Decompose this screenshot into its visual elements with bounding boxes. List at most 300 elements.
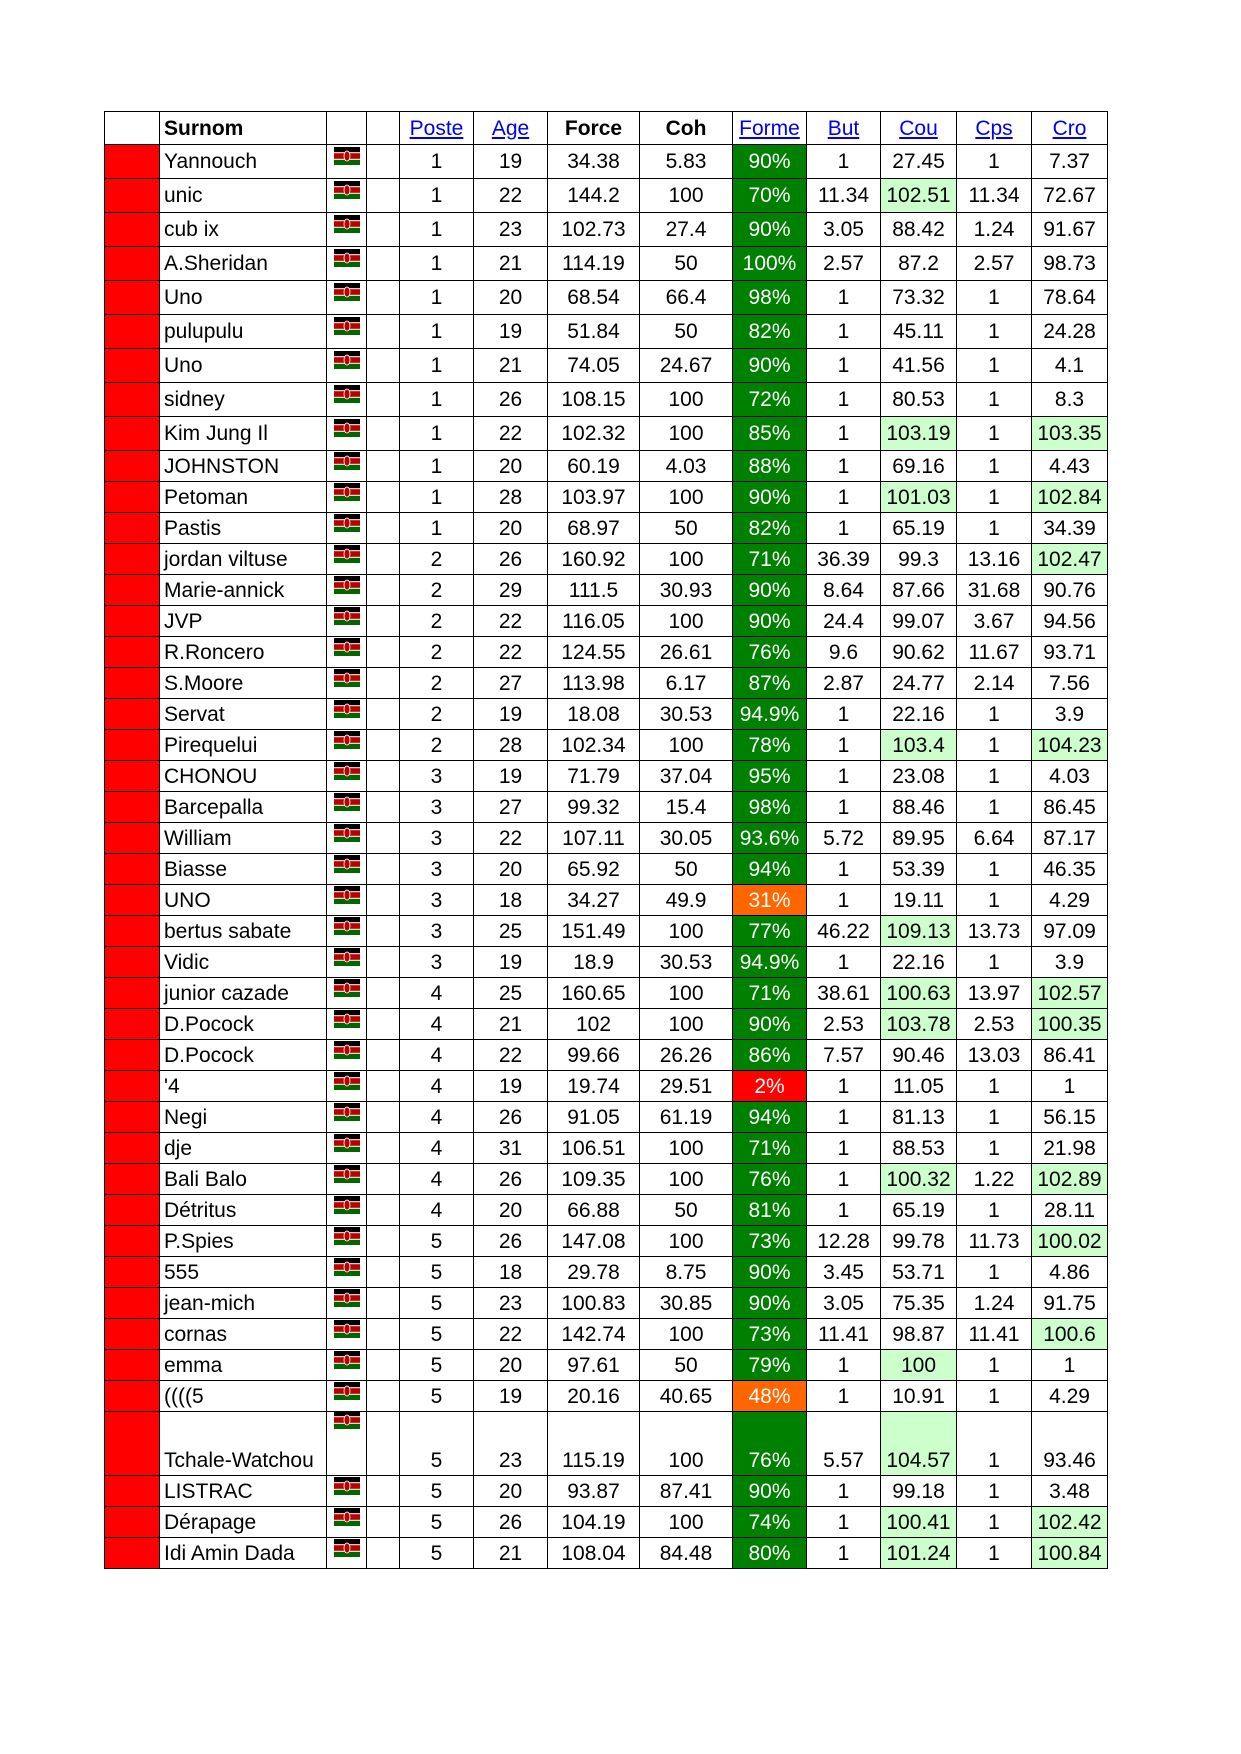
cell-poste: 2 (400, 575, 474, 606)
spacer-cell (367, 1040, 400, 1071)
flag-cell (327, 383, 367, 417)
team-marker (105, 1412, 160, 1476)
cell-age: 21 (474, 1538, 548, 1569)
spacer-cell (367, 761, 400, 792)
cell-coh: 100 (640, 1226, 733, 1257)
team-marker (105, 1071, 160, 1102)
cell-forme: 70% (733, 179, 807, 213)
cell-poste: 2 (400, 637, 474, 668)
cell-surnom: emma (160, 1350, 327, 1381)
cell-poste: 4 (400, 978, 474, 1009)
cell-force: 111.5 (548, 575, 640, 606)
kenya-flag-icon (334, 1134, 360, 1152)
cell-forme: 93.6% (733, 823, 807, 854)
cell-force: 19.74 (548, 1071, 640, 1102)
cell-age: 22 (474, 823, 548, 854)
table-row (105, 383, 1108, 417)
kenya-flag-icon (334, 824, 360, 842)
cell-cps: 1 (957, 947, 1032, 978)
cell-but: 1 (807, 383, 881, 417)
cell-age: 29 (474, 575, 548, 606)
cell-cps: 1 (957, 315, 1032, 349)
cell-coh: 50 (640, 513, 733, 544)
cell-cps: 11.67 (957, 637, 1032, 668)
kenya-flag-icon (334, 483, 360, 501)
cell-cps: 1 (957, 1195, 1032, 1226)
cell-surnom: JVP (160, 606, 327, 637)
team-marker (105, 1195, 160, 1226)
cell-poste: 2 (400, 699, 474, 730)
kenya-flag-icon (334, 669, 360, 687)
cell-poste: 5 (400, 1412, 474, 1476)
team-marker (105, 823, 160, 854)
kenya-flag-icon (334, 979, 360, 997)
cell-cro: 4.29 (1032, 885, 1108, 916)
spacer-cell (367, 1257, 400, 1288)
team-marker (105, 281, 160, 315)
header-cps-link[interactable]: Cps (957, 112, 1032, 145)
spacer-cell (367, 792, 400, 823)
cell-but: 1 (807, 1164, 881, 1195)
cell-force: 34.38 (548, 145, 640, 179)
cell-poste: 4 (400, 1102, 474, 1133)
cell-coh: 26.61 (640, 637, 733, 668)
cell-surnom: CHONOU (160, 761, 327, 792)
flag-cell (327, 451, 367, 482)
cell-forme: 80% (733, 1538, 807, 1569)
spacer-cell (367, 1102, 400, 1133)
kenya-flag-icon (334, 1041, 360, 1059)
cell-surnom: R.Roncero (160, 637, 327, 668)
cell-but: 1 (807, 1538, 881, 1569)
cell-cou: 80.53 (881, 383, 957, 417)
cell-age: 23 (474, 1412, 548, 1476)
flag-cell (327, 1071, 367, 1102)
cell-but: 11.41 (807, 1319, 881, 1350)
cell-poste: 5 (400, 1507, 474, 1538)
table-row (105, 1164, 1108, 1195)
flag-cell (327, 1009, 367, 1040)
cell-coh: 100 (640, 1009, 733, 1040)
header-forme-link[interactable]: Forme (733, 112, 807, 145)
table-row (105, 885, 1108, 916)
cell-cou: 87.2 (881, 247, 957, 281)
flag-cell (327, 1102, 367, 1133)
cell-force: 29.78 (548, 1257, 640, 1288)
cell-cps: 1 (957, 1507, 1032, 1538)
cell-force: 68.54 (548, 281, 640, 315)
flag-cell (327, 947, 367, 978)
table-row (105, 1102, 1108, 1133)
cell-cps: 2.53 (957, 1009, 1032, 1040)
header-cro-link[interactable]: Cro (1032, 112, 1108, 145)
spacer-cell (367, 451, 400, 482)
cell-force: 102.73 (548, 213, 640, 247)
spacer-cell (367, 668, 400, 699)
cell-surnom: Yannouch (160, 145, 327, 179)
cell-force: 103.97 (548, 482, 640, 513)
flag-cell (327, 417, 367, 451)
team-marker (105, 1257, 160, 1288)
cell-forme: 71% (733, 1133, 807, 1164)
cell-but: 3.05 (807, 1288, 881, 1319)
cell-force: 18.08 (548, 699, 640, 730)
cell-but: 1 (807, 281, 881, 315)
spacer-cell (367, 885, 400, 916)
table-row (105, 1476, 1108, 1507)
cell-cou: 100.32 (881, 1164, 957, 1195)
cell-coh: 100 (640, 730, 733, 761)
cell-but: 24.4 (807, 606, 881, 637)
table-row (105, 1009, 1108, 1040)
cell-surnom: Petoman (160, 482, 327, 513)
header-surnom: Surnom (160, 112, 327, 145)
cell-cro: 103.35 (1032, 417, 1108, 451)
spacer-cell (367, 1009, 400, 1040)
kenya-flag-icon (334, 731, 360, 749)
cell-cro: 21.98 (1032, 1133, 1108, 1164)
flag-cell (327, 213, 367, 247)
cell-coh: 100 (640, 544, 733, 575)
kenya-flag-icon (334, 607, 360, 625)
cell-but: 2.57 (807, 247, 881, 281)
cell-coh: 100 (640, 179, 733, 213)
cell-surnom: jean-mich (160, 1288, 327, 1319)
cell-cps: 11.41 (957, 1319, 1032, 1350)
cell-cou: 24.77 (881, 668, 957, 699)
kenya-flag-icon (334, 638, 360, 656)
kenya-flag-icon (334, 886, 360, 904)
team-marker (105, 482, 160, 513)
spacer-cell (367, 513, 400, 544)
cell-age: 22 (474, 606, 548, 637)
cell-cps: 1 (957, 854, 1032, 885)
cell-cps: 1 (957, 417, 1032, 451)
team-marker (105, 1009, 160, 1040)
cell-age: 19 (474, 699, 548, 730)
spacer-cell (367, 1350, 400, 1381)
table-row (105, 1319, 1108, 1350)
table-row (105, 349, 1108, 383)
table-row (105, 247, 1108, 281)
cell-cro: 3.9 (1032, 947, 1108, 978)
cell-forme: 71% (733, 978, 807, 1009)
cell-age: 26 (474, 544, 548, 575)
cell-cou: 101.24 (881, 1538, 957, 1569)
table-row (105, 145, 1108, 179)
cell-cou: 65.19 (881, 513, 957, 544)
cell-cps: 13.16 (957, 544, 1032, 575)
header-age-link[interactable]: Age (474, 112, 548, 145)
cell-age: 26 (474, 1507, 548, 1538)
cell-cro: 93.46 (1032, 1412, 1108, 1476)
cell-surnom: Negi (160, 1102, 327, 1133)
team-marker (105, 145, 160, 179)
cell-surnom: cornas (160, 1319, 327, 1350)
cell-cps: 1.24 (957, 1288, 1032, 1319)
team-marker (105, 179, 160, 213)
team-marker (105, 513, 160, 544)
cell-age: 22 (474, 417, 548, 451)
cell-coh: 30.85 (640, 1288, 733, 1319)
cell-poste: 3 (400, 916, 474, 947)
cell-age: 19 (474, 315, 548, 349)
cell-but: 1 (807, 885, 881, 916)
team-marker (105, 1288, 160, 1319)
cell-coh: 100 (640, 482, 733, 513)
cell-poste: 1 (400, 247, 474, 281)
team-marker (105, 1538, 160, 1569)
flag-cell (327, 1226, 367, 1257)
flag-cell (327, 823, 367, 854)
cell-cou: 45.11 (881, 315, 957, 349)
flag-cell (327, 247, 367, 281)
cell-age: 20 (474, 513, 548, 544)
team-marker (105, 978, 160, 1009)
spacer-cell (367, 1288, 400, 1319)
cell-forme: 100% (733, 247, 807, 281)
cell-but: 1 (807, 1133, 881, 1164)
cell-force: 68.97 (548, 513, 640, 544)
cell-poste: 2 (400, 668, 474, 699)
spacer-cell (367, 916, 400, 947)
cell-cou: 99.07 (881, 606, 957, 637)
table-row (105, 575, 1108, 606)
cell-age: 21 (474, 349, 548, 383)
cell-coh: 100 (640, 417, 733, 451)
cell-forme: 72% (733, 383, 807, 417)
cell-coh: 100 (640, 916, 733, 947)
spacer-cell (367, 281, 400, 315)
cell-forme: 76% (733, 1164, 807, 1195)
cell-coh: 5.83 (640, 145, 733, 179)
kenya-flag-icon (334, 1539, 360, 1557)
cell-cro: 91.67 (1032, 213, 1108, 247)
cell-cps: 6.64 (957, 823, 1032, 854)
cell-cps: 3.67 (957, 606, 1032, 637)
cell-poste: 5 (400, 1476, 474, 1507)
cell-coh: 26.26 (640, 1040, 733, 1071)
cell-cro: 97.09 (1032, 916, 1108, 947)
cell-cps: 13.73 (957, 916, 1032, 947)
cell-but: 1 (807, 947, 881, 978)
cell-but: 1 (807, 451, 881, 482)
cell-forme: 82% (733, 513, 807, 544)
spacer-cell (367, 1412, 400, 1476)
cell-poste: 3 (400, 792, 474, 823)
cell-force: 18.9 (548, 947, 640, 978)
cell-cou: 102.51 (881, 179, 957, 213)
cell-cro: 7.56 (1032, 668, 1108, 699)
flag-cell (327, 668, 367, 699)
team-marker (105, 916, 160, 947)
cell-cou: 101.03 (881, 482, 957, 513)
cell-cou: 103.78 (881, 1009, 957, 1040)
cell-cou: 75.35 (881, 1288, 957, 1319)
cell-age: 21 (474, 247, 548, 281)
cell-coh: 29.51 (640, 1071, 733, 1102)
cell-age: 26 (474, 1226, 548, 1257)
cell-cou: 103.4 (881, 730, 957, 761)
cell-forme: 2% (733, 1071, 807, 1102)
cell-coh: 50 (640, 1195, 733, 1226)
kenya-flag-icon (334, 855, 360, 873)
team-marker (105, 668, 160, 699)
cell-force: 113.98 (548, 668, 640, 699)
cell-age: 25 (474, 916, 548, 947)
spacer-cell (367, 854, 400, 885)
team-marker (105, 1350, 160, 1381)
cell-age: 28 (474, 730, 548, 761)
cell-poste: 5 (400, 1319, 474, 1350)
cell-but: 11.34 (807, 179, 881, 213)
cell-cro: 4.86 (1032, 1257, 1108, 1288)
cell-cro: 100.02 (1032, 1226, 1108, 1257)
cell-forme: 90% (733, 213, 807, 247)
table-row (105, 482, 1108, 513)
header-spacer (367, 112, 400, 145)
spacer-cell (367, 247, 400, 281)
flag-cell (327, 1412, 367, 1476)
cell-surnom: S.Moore (160, 668, 327, 699)
cell-surnom: dje (160, 1133, 327, 1164)
flag-cell (327, 730, 367, 761)
cell-forme: 90% (733, 1257, 807, 1288)
team-marker (105, 544, 160, 575)
cell-but: 1 (807, 1350, 881, 1381)
cell-but: 1 (807, 513, 881, 544)
cell-but: 1 (807, 730, 881, 761)
cell-but: 5.57 (807, 1412, 881, 1476)
flag-cell (327, 482, 367, 513)
cell-cro: 94.56 (1032, 606, 1108, 637)
spacer-cell (367, 213, 400, 247)
cell-cps: 1 (957, 1257, 1032, 1288)
cell-poste: 3 (400, 854, 474, 885)
cell-surnom: Kim Jung Il (160, 417, 327, 451)
cell-coh: 15.4 (640, 792, 733, 823)
flag-cell (327, 1507, 367, 1538)
cell-cro: 100.6 (1032, 1319, 1108, 1350)
spacer-cell (367, 1507, 400, 1538)
cell-cro: 86.41 (1032, 1040, 1108, 1071)
spacer-cell (367, 947, 400, 978)
cell-age: 23 (474, 1288, 548, 1319)
cell-surnom: pulupulu (160, 315, 327, 349)
cell-coh: 30.05 (640, 823, 733, 854)
cell-poste: 3 (400, 885, 474, 916)
spacer-cell (367, 730, 400, 761)
spacer-cell (367, 1164, 400, 1195)
cell-cro: 100.84 (1032, 1538, 1108, 1569)
flag-cell (327, 1381, 367, 1412)
cell-cro: 102.42 (1032, 1507, 1108, 1538)
kenya-flag-icon (334, 1289, 360, 1307)
kenya-flag-icon (334, 1320, 360, 1338)
flag-cell (327, 145, 367, 179)
cell-cro: 46.35 (1032, 854, 1108, 885)
cell-forme: 79% (733, 1350, 807, 1381)
cell-force: 91.05 (548, 1102, 640, 1133)
cell-forme: 94.9% (733, 947, 807, 978)
cell-poste: 2 (400, 606, 474, 637)
cell-coh: 100 (640, 1133, 733, 1164)
header-poste-link[interactable]: Poste (400, 112, 474, 145)
kenya-flag-icon (334, 1165, 360, 1183)
kenya-flag-icon (334, 545, 360, 563)
cell-age: 23 (474, 213, 548, 247)
header-but-link[interactable]: But (807, 112, 881, 145)
cell-surnom: cub ix (160, 213, 327, 247)
cell-but: 8.64 (807, 575, 881, 606)
kenya-flag-icon (334, 917, 360, 935)
spacer-cell (367, 1226, 400, 1257)
flag-cell (327, 1040, 367, 1071)
cell-forme: 98% (733, 792, 807, 823)
cell-cro: 4.1 (1032, 349, 1108, 383)
cell-poste: 1 (400, 179, 474, 213)
cell-coh: 50 (640, 854, 733, 885)
kenya-flag-icon (334, 1072, 360, 1090)
cell-cro: 34.39 (1032, 513, 1108, 544)
cell-cro: 8.3 (1032, 383, 1108, 417)
cell-surnom: Pastis (160, 513, 327, 544)
cell-cps: 1 (957, 1538, 1032, 1569)
kenya-flag-icon (334, 793, 360, 811)
cell-coh: 6.17 (640, 668, 733, 699)
cell-cps: 1.22 (957, 1164, 1032, 1195)
cell-poste: 5 (400, 1226, 474, 1257)
cell-age: 19 (474, 1071, 548, 1102)
table-row (105, 1257, 1108, 1288)
cell-cps: 1 (957, 1381, 1032, 1412)
table-row (105, 1040, 1108, 1071)
cell-coh: 30.53 (640, 947, 733, 978)
cell-poste: 5 (400, 1257, 474, 1288)
cell-force: 160.92 (548, 544, 640, 575)
kenya-flag-icon (334, 1351, 360, 1369)
cell-cps: 1.24 (957, 213, 1032, 247)
cell-forme: 90% (733, 606, 807, 637)
cell-coh: 30.93 (640, 575, 733, 606)
cell-but: 1 (807, 854, 881, 885)
cell-cps: 1 (957, 451, 1032, 482)
cell-coh: 61.19 (640, 1102, 733, 1133)
cell-cps: 1 (957, 383, 1032, 417)
cell-force: 66.88 (548, 1195, 640, 1226)
kenya-flag-icon (334, 514, 360, 532)
cell-cro: 102.89 (1032, 1164, 1108, 1195)
cell-cou: 53.39 (881, 854, 957, 885)
cell-cro: 102.84 (1032, 482, 1108, 513)
cell-cou: 69.16 (881, 451, 957, 482)
table-row (105, 792, 1108, 823)
spacer-cell (367, 349, 400, 383)
cell-age: 20 (474, 451, 548, 482)
team-marker (105, 1381, 160, 1412)
spacer-cell (367, 315, 400, 349)
team-marker (105, 699, 160, 730)
cell-cps: 1 (957, 281, 1032, 315)
cell-forme: 76% (733, 1412, 807, 1476)
header-cou-link[interactable]: Cou (881, 112, 957, 145)
cell-coh: 37.04 (640, 761, 733, 792)
team-marker (105, 1507, 160, 1538)
cell-poste: 4 (400, 1133, 474, 1164)
cell-cro: 1 (1032, 1350, 1108, 1381)
cell-cps: 2.57 (957, 247, 1032, 281)
cell-coh: 100 (640, 1319, 733, 1350)
